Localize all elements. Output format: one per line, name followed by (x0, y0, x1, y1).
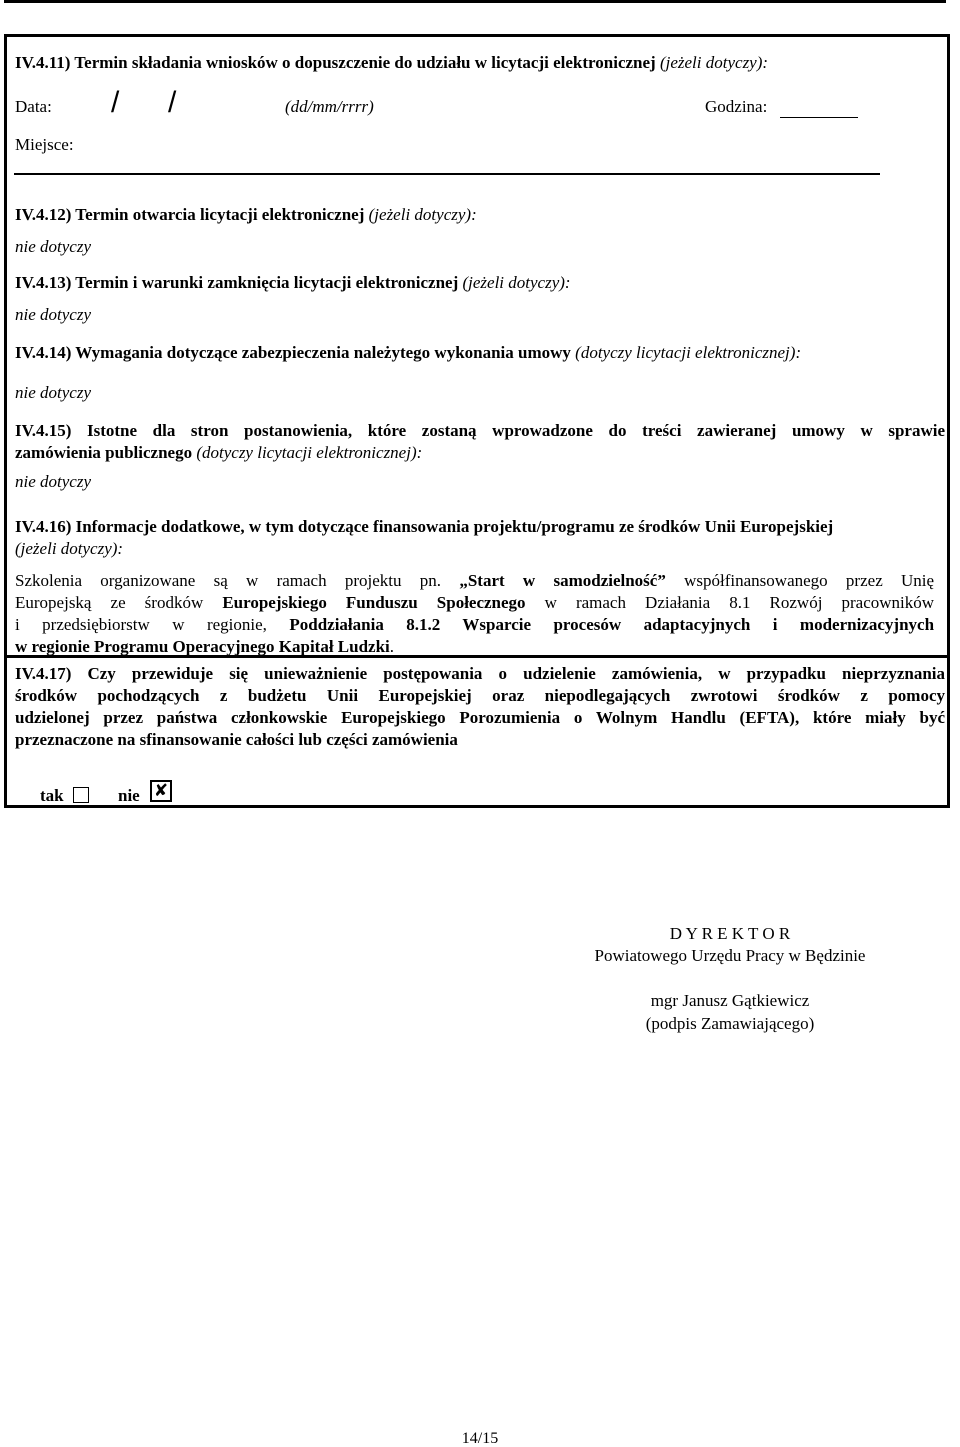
section-4-16-heading: IV.4.16) Informacje dodatkowe, w tym dotyczące finansowania projektu/programu ze środków Unii Europejskiej (15, 517, 834, 536)
signature-note: (podpis Zamawiającego) (645, 1014, 815, 1033)
section-4-16-text-line3 (15, 614, 934, 635)
date-slash: / (168, 86, 177, 119)
signature-office: Powiatowego Urzędu Pracy w Będzinie (594, 946, 866, 965)
section-4-17-line3: udzielonej przez państwa członkowskie Europejskiego Porozumienia o Wolnym Handlu (EFTA), które miały być (15, 708, 945, 727)
section-4-11-heading (15, 52, 768, 73)
section-4-15-heading-line1: IV.4.15) Istotne dla stron postanowienia, które zostaną wprowadzone do treści zawieranej umowy w sprawie (15, 421, 945, 440)
heading-note: (jeżeli dotyczy): (462, 273, 571, 292)
section-4-16-note: (jeżeli dotyczy): (15, 539, 124, 558)
subaction-name: Poddziałania 8.1.2 Wsparcie procesów adaptacyjnych i modernizacyjnych (289, 615, 935, 634)
section-4-12-value: nie dotyczy (15, 237, 91, 256)
yes-label: tak (40, 786, 64, 805)
heading-text: zamówienia publicznego (15, 443, 193, 462)
top-rule (4, 0, 946, 3)
section-4-15-heading-line2 (15, 442, 422, 463)
section-4-14-heading (15, 342, 801, 363)
section-4-17-line2: środków pochodzących z budżetu Unii Europejskiej oraz niepodlegających zwrotowi środków z pomocy (15, 686, 945, 705)
text-run: i przedsiębiorstw w regionie, (15, 615, 267, 634)
section-4-17-line4: przeznaczone na sfinansowanie całości lub części zamówienia (15, 730, 458, 749)
programme-name: w regionie Programu Operacyjnego Kapitał Ludzki (15, 637, 390, 656)
fund-name: Europejskiego Funduszu Społecznego (222, 593, 526, 612)
heading-text: IV.4.14) Wymagania dotyczące zabezpieczenia należytego wykonania umowy (15, 343, 571, 362)
project-name: „Start w samodzielność” (459, 571, 666, 590)
section-4-16-text-line4 (15, 636, 394, 657)
text-run: Szkolenia organizowane są w ramach projektu pn. (15, 571, 442, 590)
place-field-line[interactable] (14, 173, 880, 175)
x-mark-icon: ✘ (153, 781, 169, 801)
time-field-line[interactable] (780, 117, 858, 118)
section-4-13-value: nie dotyczy (15, 305, 91, 324)
date-slash: / (111, 86, 120, 119)
signature-title: D Y R E K T O R (669, 924, 791, 943)
signature-name: mgr Janusz Gątkiewicz (650, 991, 810, 1010)
heading-text: IV.4.13) Termin i warunki zamknięcia licytacji elektronicznej (15, 273, 459, 292)
section-4-17-line1: IV.4.17) Czy przewiduje się unieważnienie postępowania o udzielenie zamówienia, w przypadku nieprzyznania (15, 664, 945, 683)
heading-note: (jeżeli dotyczy): (368, 205, 477, 224)
text-run: współfinansowanego przez Unię (684, 571, 935, 590)
text-run: w ramach Działania 8.1 Rozwój pracowników (544, 593, 935, 612)
section-4-16-text-line1 (15, 570, 934, 591)
time-label: Godzina: (705, 97, 768, 116)
section-4-12-heading (15, 204, 477, 225)
text-run: . (389, 637, 395, 656)
section-4-13-heading (15, 272, 571, 293)
page-number: 14/15 (461, 1430, 499, 1447)
section-4-14-value: nie dotyczy (15, 383, 91, 402)
heading-text: IV.4.12) Termin otwarcia licytacji elektronicznej (15, 205, 365, 224)
text-run: Europejską ze środków (15, 593, 204, 612)
no-checkbox-checked[interactable] (150, 780, 172, 802)
heading-note: (dotyczy licytacji elektronicznej): (575, 343, 802, 362)
heading-note: (jeżeli dotyczy): (659, 53, 769, 72)
section-4-16-text-line2 (15, 592, 934, 613)
date-format-hint: (dd/mm/rrrr) (285, 97, 374, 116)
section-4-15-value: nie dotyczy (15, 472, 91, 491)
date-label: Data: (15, 97, 52, 116)
no-label: nie (118, 786, 140, 805)
place-label: Miejsce: (15, 135, 74, 154)
heading-note: (dotyczy licytacji elektronicznej): (196, 443, 423, 462)
heading-text: IV.4.11) Termin składania wniosków o dopuszczenie do udziału w licytacji elektronicznej (15, 53, 656, 72)
yes-checkbox[interactable] (73, 787, 89, 803)
